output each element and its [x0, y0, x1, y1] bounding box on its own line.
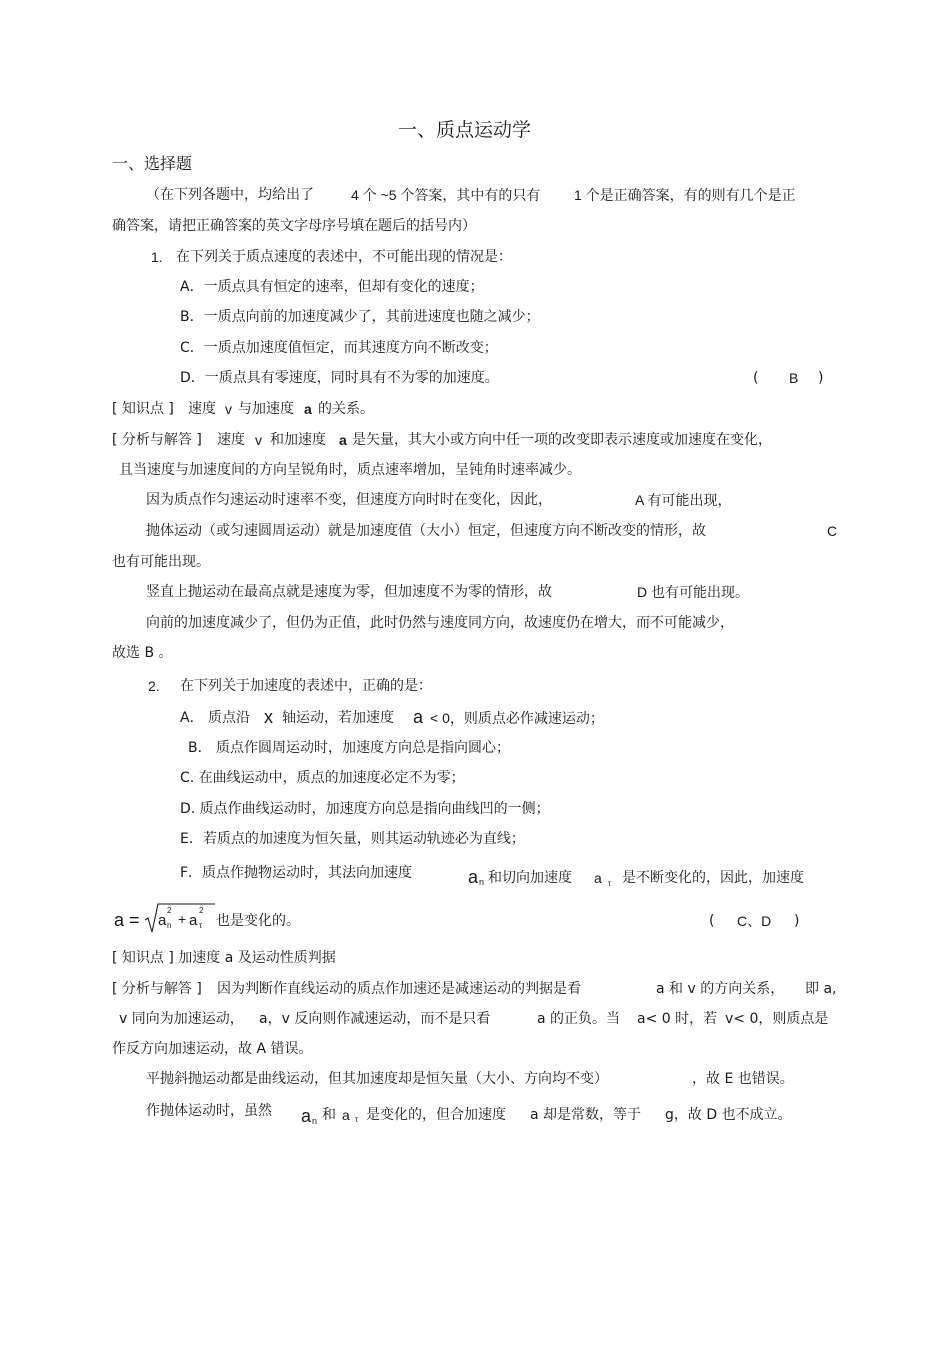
intro-text: （在下列各题中，均给出了: [146, 187, 314, 203]
option-c: C．一质点加速度值恒定，而其速度方向不断改变；: [180, 340, 498, 356]
option-f: F．质点作抛物运动时，其法向加速度: [180, 865, 413, 881]
analysis-text: ，故 E 也错误。: [692, 1071, 794, 1087]
option-var: x: [264, 707, 273, 727]
analysis-var: a: [339, 432, 347, 448]
analysis-text: C: [827, 523, 838, 539]
option-e: E．若质点的加速度为恒矢量，则其运动轨迹必为直线；: [180, 831, 525, 847]
analysis-text: 是矢量，其大小或方向中任一项的改变即表示速度或加速度在变化，: [352, 432, 772, 448]
analysis-text: 速度: [217, 432, 245, 448]
knowledge-var: v: [225, 401, 232, 417]
option-var: a: [468, 867, 479, 887]
option-var: a: [594, 870, 602, 886]
option-var: a: [413, 707, 424, 727]
analysis-text: 故选 B 。: [112, 645, 173, 661]
analysis-text: 因为质点作匀速运动时速率不变，但速度方向时时在变化，因此，: [146, 492, 552, 508]
formula-var: a: [158, 912, 167, 929]
option-var-subscript: n: [479, 877, 485, 887]
analysis-text: 因为判断作直线运动的质点作加速还是减速运动的判据是看: [217, 981, 581, 997]
option-a: A．一质点具有恒定的速率，但却有变化的速度；: [180, 279, 484, 295]
analysis-var: v: [255, 432, 262, 448]
formula-lhs: a =: [114, 910, 140, 930]
answer-value: C、D: [737, 913, 772, 929]
option-d: D．一质点具有零速度，同时具有不为零的加速度。: [180, 370, 499, 386]
analysis-text: v 同向为加速运动，: [119, 1011, 244, 1027]
analysis-text: D 也有可能出现。: [637, 584, 749, 600]
formula-subscript: τ: [199, 921, 203, 930]
answer-bracket: ): [818, 370, 824, 386]
knowledge-text: 的关系。: [318, 401, 374, 417]
analysis-text: 也有可能出现。: [112, 554, 210, 570]
formula-subscript: n: [167, 921, 172, 930]
formula-text: 也是变化的。: [216, 913, 300, 929]
page-title: 一、质点运动学: [398, 119, 532, 141]
formula-var: a: [189, 912, 198, 929]
question-stem: 在下列关于质点速度的表述中，不可能出现的情况是：: [176, 249, 512, 265]
analysis-var: a: [301, 1106, 312, 1126]
analysis-text: 抛体运动（或匀速圆周运动）就是加速度值（大小）恒定，但速度方向不断改变的情形，故: [146, 523, 706, 539]
section-heading: 一、选择题: [112, 154, 193, 173]
option-var-subscript: τ: [608, 879, 612, 888]
analysis-text: 向前的加速度减少了，但仍为正值，此时仍然与速度同方向，故速度仍在增大，而不可能减少，: [146, 615, 734, 631]
knowledge-label: [ 知识点 ]: [112, 401, 174, 417]
intro-text: 1 个是正确答案，有的则有几个是正: [574, 187, 796, 203]
analysis-text: 即 a,: [805, 981, 837, 997]
analysis-var-subscript: τ: [355, 1115, 359, 1124]
analysis-text: a 的正负。当: [537, 1011, 621, 1027]
option-f: 是不断变化的，因此，加速度: [622, 870, 804, 886]
question-number: 2.: [148, 678, 160, 694]
knowledge-text: 速度: [188, 401, 216, 417]
intro-text: 确答案，请把正确答案的英文字母序号填在题后的括号内）: [112, 218, 476, 234]
option-c: C. 在曲线运动中，质点的加速度必定不为零；: [180, 770, 465, 786]
option-f: 和切向加速度: [488, 870, 572, 886]
option-a: 轴运动，若加速度: [282, 710, 394, 726]
analysis-label: [ 分析与解答 ]: [112, 432, 202, 448]
option-a: < 0，则质点必作减速运动；: [430, 710, 604, 726]
question-number: 1.: [151, 249, 163, 265]
analysis-text: 作反方向加速运动，故 A 错误。: [112, 1041, 313, 1057]
formula-superscript: 2: [199, 906, 204, 915]
answer-bracket: ): [794, 913, 800, 929]
option-b: B． 质点作圆周运动时，加速度方向总是指向圆心；: [188, 740, 511, 756]
analysis-text: 平抛斜抛运动都是曲线运动，但其加速度却是恒矢量（大小、方向均不变）: [146, 1071, 608, 1087]
intro-text: 4 个 ~5 个答案，其中有的只有: [351, 187, 541, 203]
analysis-text: a 却是常数，等于: [530, 1107, 642, 1123]
analysis-text: v< 0，则质点是: [725, 1011, 829, 1027]
option-d: D. 质点作曲线运动时，加速度方向总是指向曲线凹的一侧；: [180, 801, 550, 817]
analysis-var-subscript: n: [312, 1116, 318, 1126]
analysis-label: [ 分析与解答 ]: [112, 981, 202, 997]
answer-bracket: (: [753, 370, 759, 386]
analysis-text: 是变化的，但合加速度: [366, 1107, 506, 1123]
option-b: B．一质点向前的加速度减少了，其前进速度也随之减少；: [180, 309, 540, 325]
analysis-text: 竖直上抛运动在最高点就是速度为零，但加速度不为零的情形，故: [146, 584, 552, 600]
analysis-text: g，故 D 也不成立。: [665, 1107, 792, 1123]
analysis-text: 和加速度: [270, 432, 326, 448]
analysis-text: 和: [322, 1107, 336, 1123]
analysis-text: 且当速度与加速度间的方向呈锐角时，质点速率增加，呈钝角时速率减少。: [119, 462, 581, 478]
analysis-text: A 有可能出现，: [635, 492, 732, 508]
analysis-text: a，v 反向则作减速运动，而不是只看: [259, 1011, 491, 1027]
analysis-var: a: [342, 1107, 350, 1123]
analysis-text: 作抛体运动时，虽然: [146, 1103, 272, 1119]
question-stem: 在下列关于加速度的表述中，正确的是：: [180, 678, 432, 694]
formula-operator: +: [178, 911, 187, 927]
analysis-text: a 和 v 的方向关系，: [656, 981, 785, 997]
knowledge-text: 与加速度: [238, 401, 294, 417]
answer-bracket: (: [709, 913, 715, 929]
formula-superscript: 2: [167, 906, 172, 915]
answer-value: B: [789, 370, 799, 386]
knowledge-var: a: [304, 401, 312, 417]
option-a: A． 质点沿: [180, 710, 251, 726]
knowledge-text: [ 知识点 ] 加速度 a 及运动性质判据: [112, 950, 336, 966]
analysis-text: a< 0 时，若: [637, 1011, 718, 1027]
